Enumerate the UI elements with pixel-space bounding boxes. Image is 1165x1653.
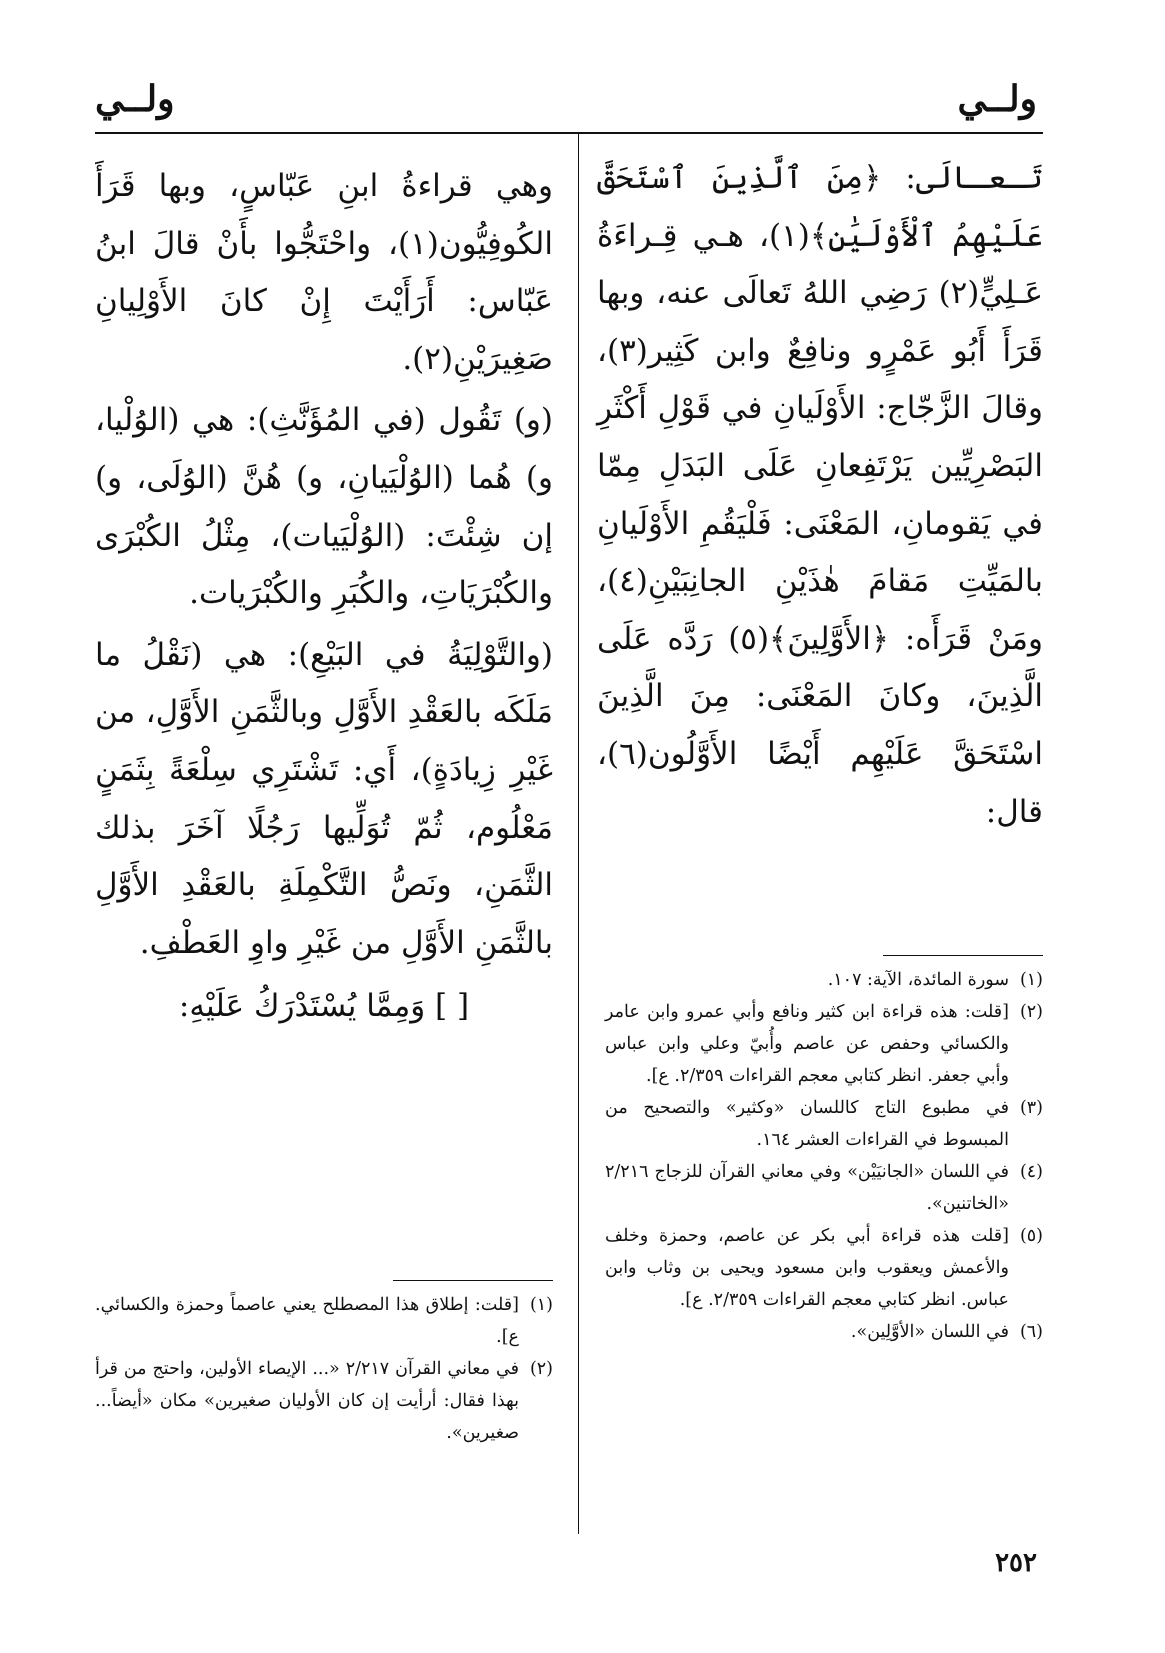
left-footnotes [95,1280,553,1449]
left-column [95,158,553,1036]
footnote: (١) [قلت: إطلاق هذا المصطلح يعني عاصماً وحمزة والكسائي. ع]. [95,1295,553,1347]
section-heading: [ ] وَمِمَّا يُسْتَدْرَكُ عَلَيْهِ: [178,988,470,1025]
right-column [597,150,1043,841]
footnote: (٣) في مطبوع التاج كاللسان «وكثير» والتصحيح من المبسوط في القراءات العشر ١٦٤. [605,1098,1043,1150]
page-number: ٢٥٢ [995,1548,1037,1578]
running-header-right: ولــي [957,78,1037,120]
left-paragraph-1: وهي قراءةُ ابنِ عَبّاسٍ، وبها قَرَأَ الكُوفِيُّون(١)، واحْتَجُّوا بأَنْ قالَ ابنُ عَبّاس: أَرَأَيْتَ إِنْ كانَ الأَوْلِيانِ صَغِيرَيْنِ(٢). [95,168,553,377]
column-divider [578,132,579,1534]
footnote: (١) سورة المائدة، الآية: ١٠٧. [827,970,1043,990]
footnote: (٢) في معاني القرآن ٢/٢١٧ «... الإيصاء الأولين، واحتج من قرأ بهذا فقال: أرأيت إن كان الأوليان صغيرين» مكان «أيضاً... صغيرين». [95,1359,553,1443]
running-header-left: ولــي [95,78,175,120]
right-paragraph-1: تَـعـالَى: ﴿مِنَ ٱلَّذِينَ ٱسْتَحَقَّ عَلَيْهِمُ ٱلْأَوْلَيَٰنِ﴾(١)، هـي قِـراءَةُ عَـلِيٍّ(٢) رَضِي اللهُ تَعالَى عنه، وبها قَرَأَ أَبُو عَمْرٍو ونافِعٌ وابن كَثِير(٣)، وقالَ الزَّجّاج: الأَوْلَيانِ في قَوْلِ أَكْثَرِ البَصْرِيِّين يَرْتَفِعانِ عَلَى البَدَلِ مِمّا في يَقومانِ، المَعْنَى: فَلْيَقُمِ الأَوْلَيانِ بالمَيِّتِ مَقامَ هٰذَيْنِ الجانِبَيْنِ(٤)، ومَنْ قَرَأَه: ﴿الأَوَّلِينَ﴾(٥) رَدَّه عَلَى الَّذِينَ، وكانَ المَعْنَى: مِنَ الَّذِينَ اسْتَحَقَّ عَلَيْهِم أَيْضًا الأَوَّلُون(٦)، قال: [597,160,1044,830]
left-paragraph-2: (و) تَقُول (في المُؤَنَّثِ): هي (الوُلْيا، و) هُما (الوُلْيَيانِ، و) هُنَّ (الوُلَى، و) إن شِئْتَ: (الوُلْيَيات)، مِثْلُ الكُبْرَى والكُبْرَيَاتِ، والكُبَرِ والكُبْرَيات. [95,402,553,612]
right-footnotes [605,955,1043,1348]
footnote: (٢) [قلت: هذه قراءة ابن كثير ونافع وأبي عمرو وابن عامر والكسائي وحفص عن عاصم وأُبيّ وعلي وابن عباس وأبي جعفر. انظر كتابي معجم القراءات ٢/٣٥٩. ع]. [605,1002,1043,1086]
footnote: (٦) في اللسان «الأوَّلِين». [850,1322,1043,1342]
left-paragraph-3: (والتَّوْلِيَةُ في البَيْعِ): هي (نَقْلُ ما مَلَكَه بالعَقْدِ الأَوَّلِ وبالثَّمَنِ الأَوَّلِ، من غَيْرِ زِيادَةٍ)، أَي: تَشْتَرِي سِلْعَةً بِثَمَنٍ مَعْلُوم، ثُمّ تُوَلِّيها رَجُلًا آخَرَ بذلك الثَّمَنِ، ونَصُّ التَّكْمِلَةِ بالعَقْدِ الأَوَّلِ بالثَّمَنِ الأَوَّلِ من غَيْرِ واوِ العَطْفِ. [95,636,553,961]
footnote: (٥) [قلت هذه قراءة أبي بكر عن عاصم، وحمزة وخلف والأعمش ويعقوب وابن مسعود ويحيى بن وثاب وابن عباس. انظر كتابي معجم القراءات ٢/٣٥٩. ع]. [605,1226,1043,1310]
header-rule [95,132,1043,134]
footnote: (٤) في اللسان «الجانيَيْن» وفي معاني القرآن للزجاج ٢/٢١٦ «الخاتنين». [605,1162,1043,1214]
